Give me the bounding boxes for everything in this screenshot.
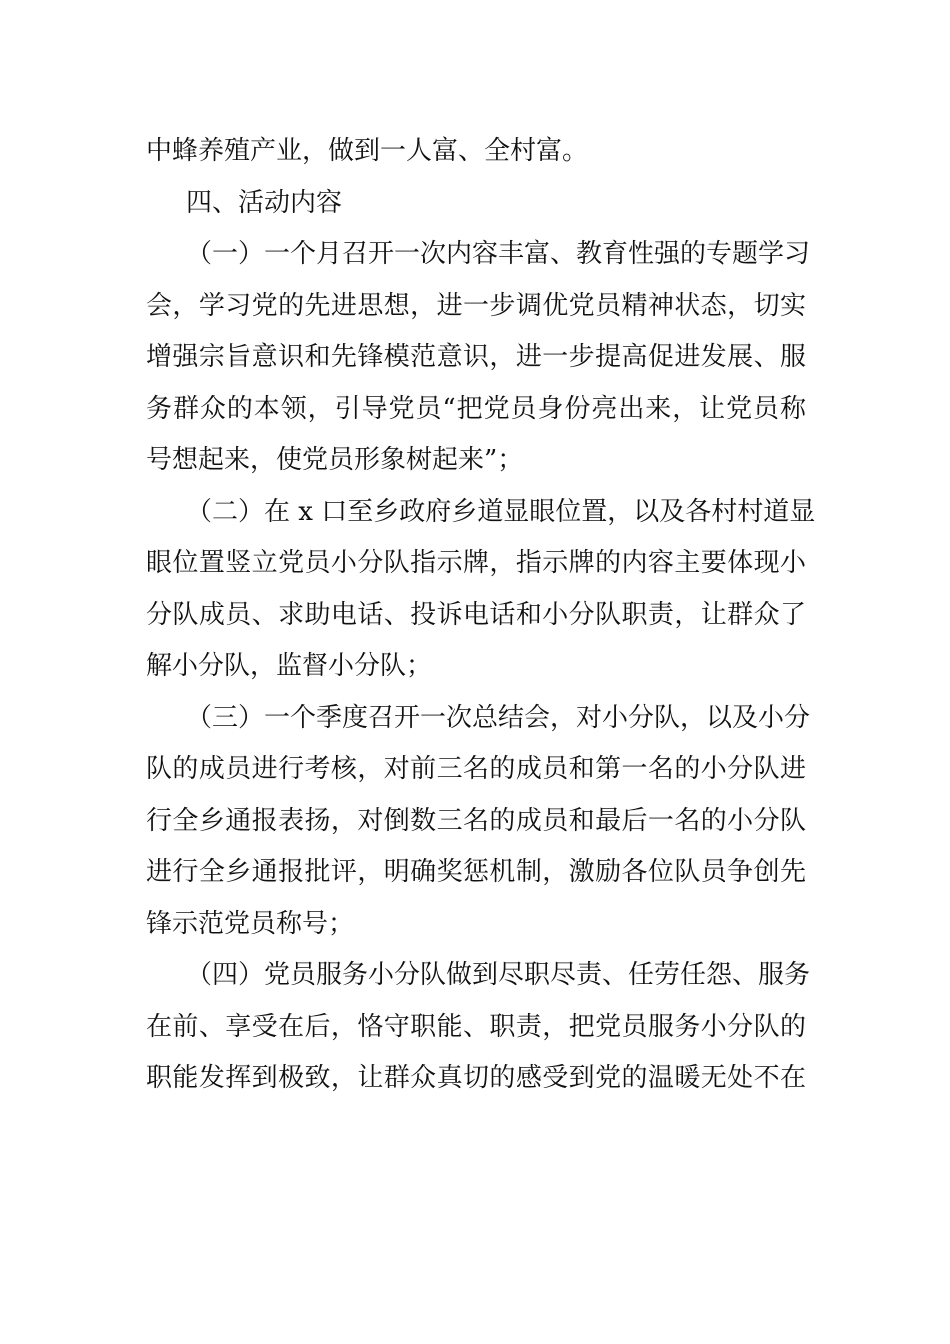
text-line: 解小分队，监督小分队； [146,651,433,681]
text-line: （一）一个月召开一次内容丰富、教育性强的专题学习 [186,239,811,269]
text-line: 分队成员、求助电话、投诉电话和小分队职责，让群众了 [146,599,806,630]
text-line: 务群众的本领，引导党员“把党员身份亮出来，让党员称 [146,393,806,424]
text-line: 中蜂养殖产业，做到一人富、全村富。 [146,136,589,166]
text-line: 增强宗旨意识和先锋模范意识，进一步提高促进发展、服 [146,342,806,372]
text-line: 队的成员进行考核，对前三名的成员和第一名的小分队进 [146,754,806,784]
document-body [146,126,816,1105]
text-line: 号想起来，使党员形象树起来”； [146,445,524,475]
text-line: 眼位置竖立党员小分队指示牌，指示牌的内容主要体现小 [146,548,806,578]
text-line: 职能发挥到极致，让群众真切的感受到党的温暖无处不在 [146,1063,806,1093]
text-line: 行全乡通报表扬，对倒数三名的成员和最后一名的小分队 [146,805,806,836]
text-line: 四、活动内容 [186,187,343,218]
text-line: （三）一个季度召开一次总结会，对小分队，以及小分 [186,702,811,733]
text-line: （四）党员服务小分队做到尽职尽责、任劳任怨、服务 [186,960,811,990]
text-line: 在前、享受在后，恪守职能、职责，把党员服务小分队的 [146,1011,806,1042]
text-line: 进行全乡通报批评，明确奖惩机制，激励各位队员争创先 [146,857,806,887]
text-line: 会，学习党的先进思想，进一步调优党员精神状态，切实 [146,290,806,321]
text-line: （二）在 x 口至乡政府乡道显眼位置，以及各村村道显 [186,496,816,527]
text-line: 锋示范党员称号； [146,908,355,939]
